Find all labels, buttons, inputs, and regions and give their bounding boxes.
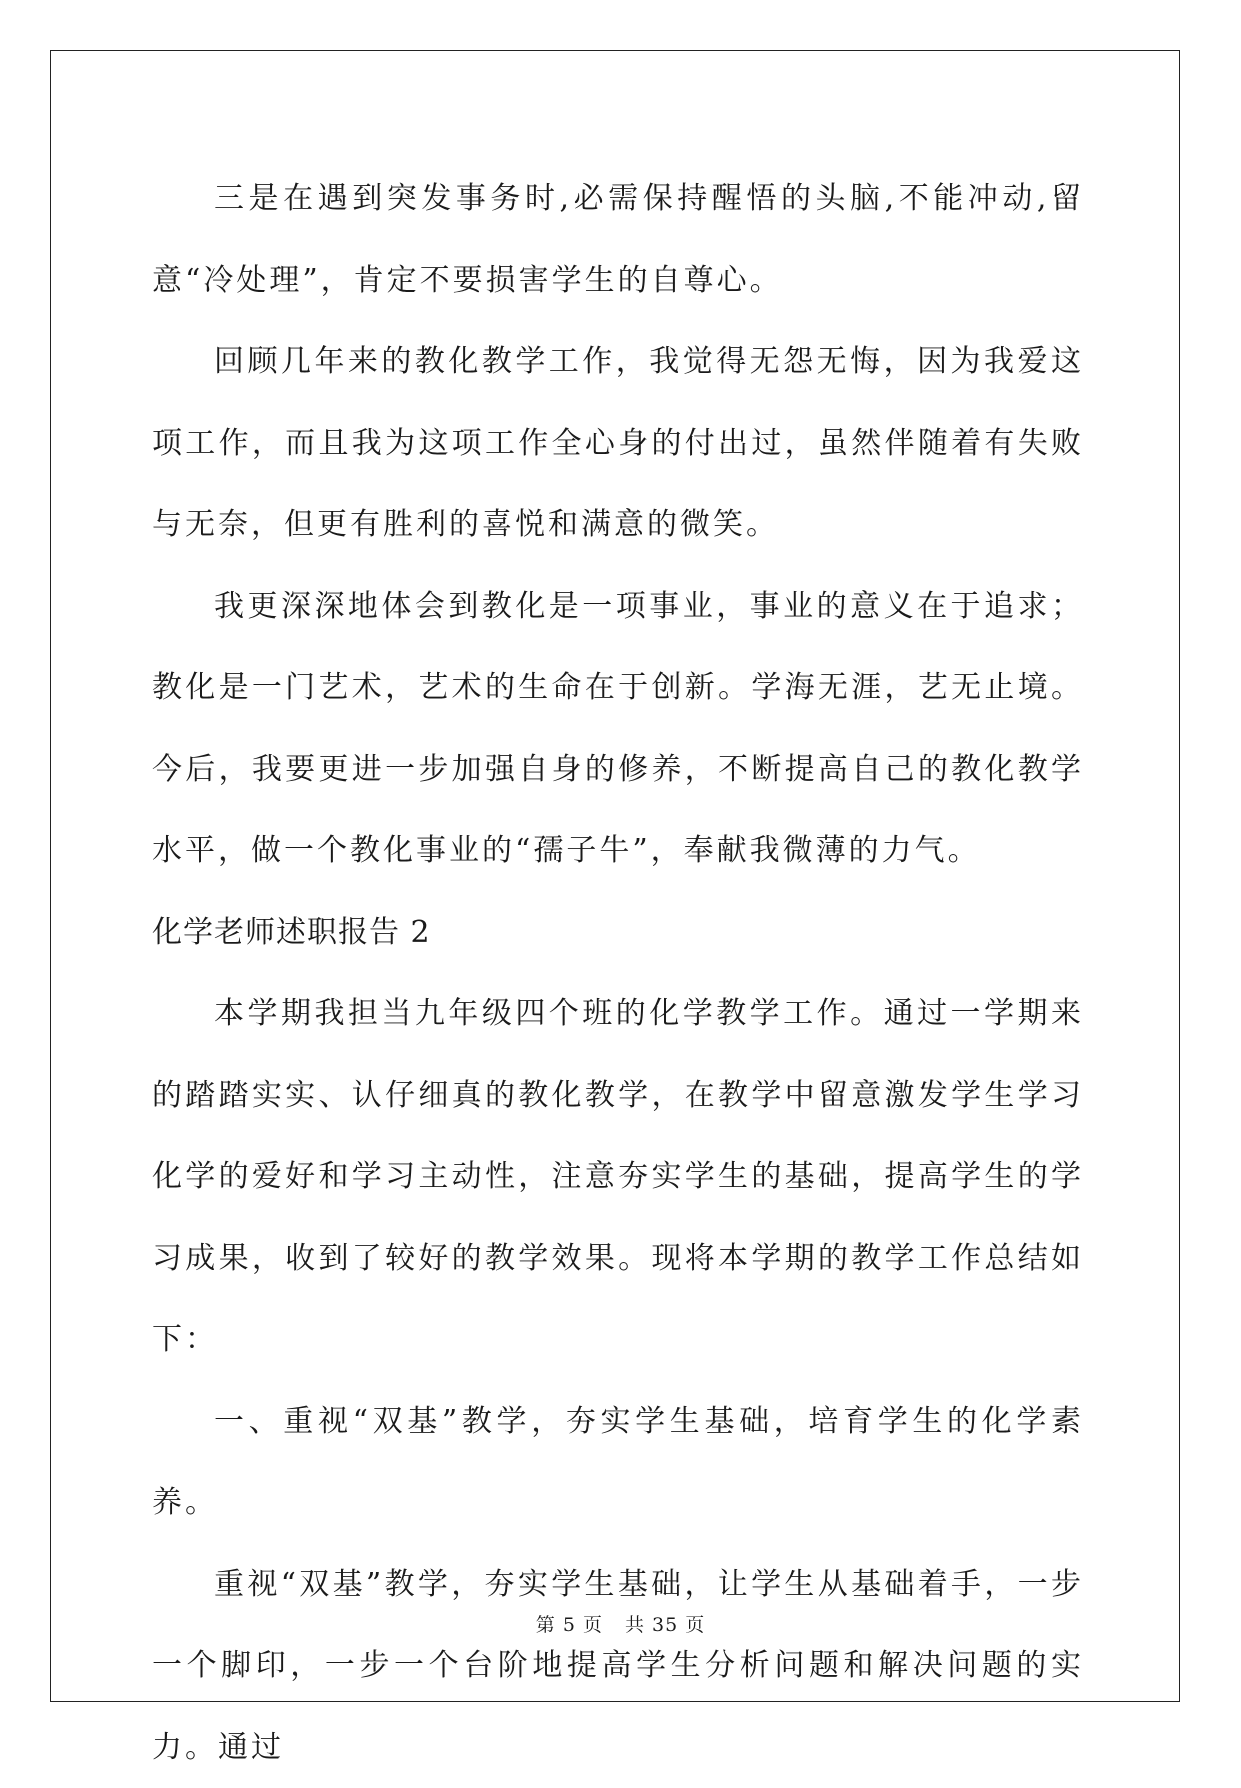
document-body	[152, 158, 1084, 1788]
page-number: 第 5 页	[536, 1614, 603, 1636]
paragraph: 一、重视“双基”教学，夯实学生基础，培育学生的化学素养。	[152, 1381, 1084, 1544]
paragraph: 重视“双基”教学，夯实学生基础，让学生从基础着手，一步一个脚印，一步一个台阶地提高学生分析问题和解决问题的实力。通过	[152, 1544, 1084, 1788]
paragraph: 三是在遇到突发事务时,必需保持醒悟的头脑,不能冲动,留意“冷处理”，肯定不要损害学生的自尊心。	[152, 158, 1084, 321]
paragraph: 回顾几年来的教化教学工作，我觉得无怨无悔，因为我爱这项工作，而且我为这项工作全心身的付出过，虽然伴随着有失败与无奈，但更有胜利的喜悦和满意的微笑。	[152, 321, 1084, 566]
paragraph: 我更深深地体会到教化是一项事业，事业的意义在于追求；教化是一门艺术，艺术的生命在于创新。学海无涯，艺无止境。今后，我要更进一步加强自身的修养，不断提高自己的教化教学水平，做一个教化事业的“孺子牛”，奉献我微薄的力气。	[152, 566, 1084, 892]
paragraph: 本学期我担当九年级四个班的化学教学工作。通过一学期来的踏踏实实、认仔细真的教化教学，在教学中留意激发学生学习化学的爱好和学习主动性，注意夯实学生的基础，提高学生的学习成果，收到了较好的教学效果。现将本学期的教学工作总结如下：	[152, 973, 1084, 1381]
page-footer	[0, 1610, 1241, 1637]
page-total: 共 35 页	[625, 1614, 705, 1636]
section-title: 化学老师述职报告 2	[152, 892, 1084, 974]
